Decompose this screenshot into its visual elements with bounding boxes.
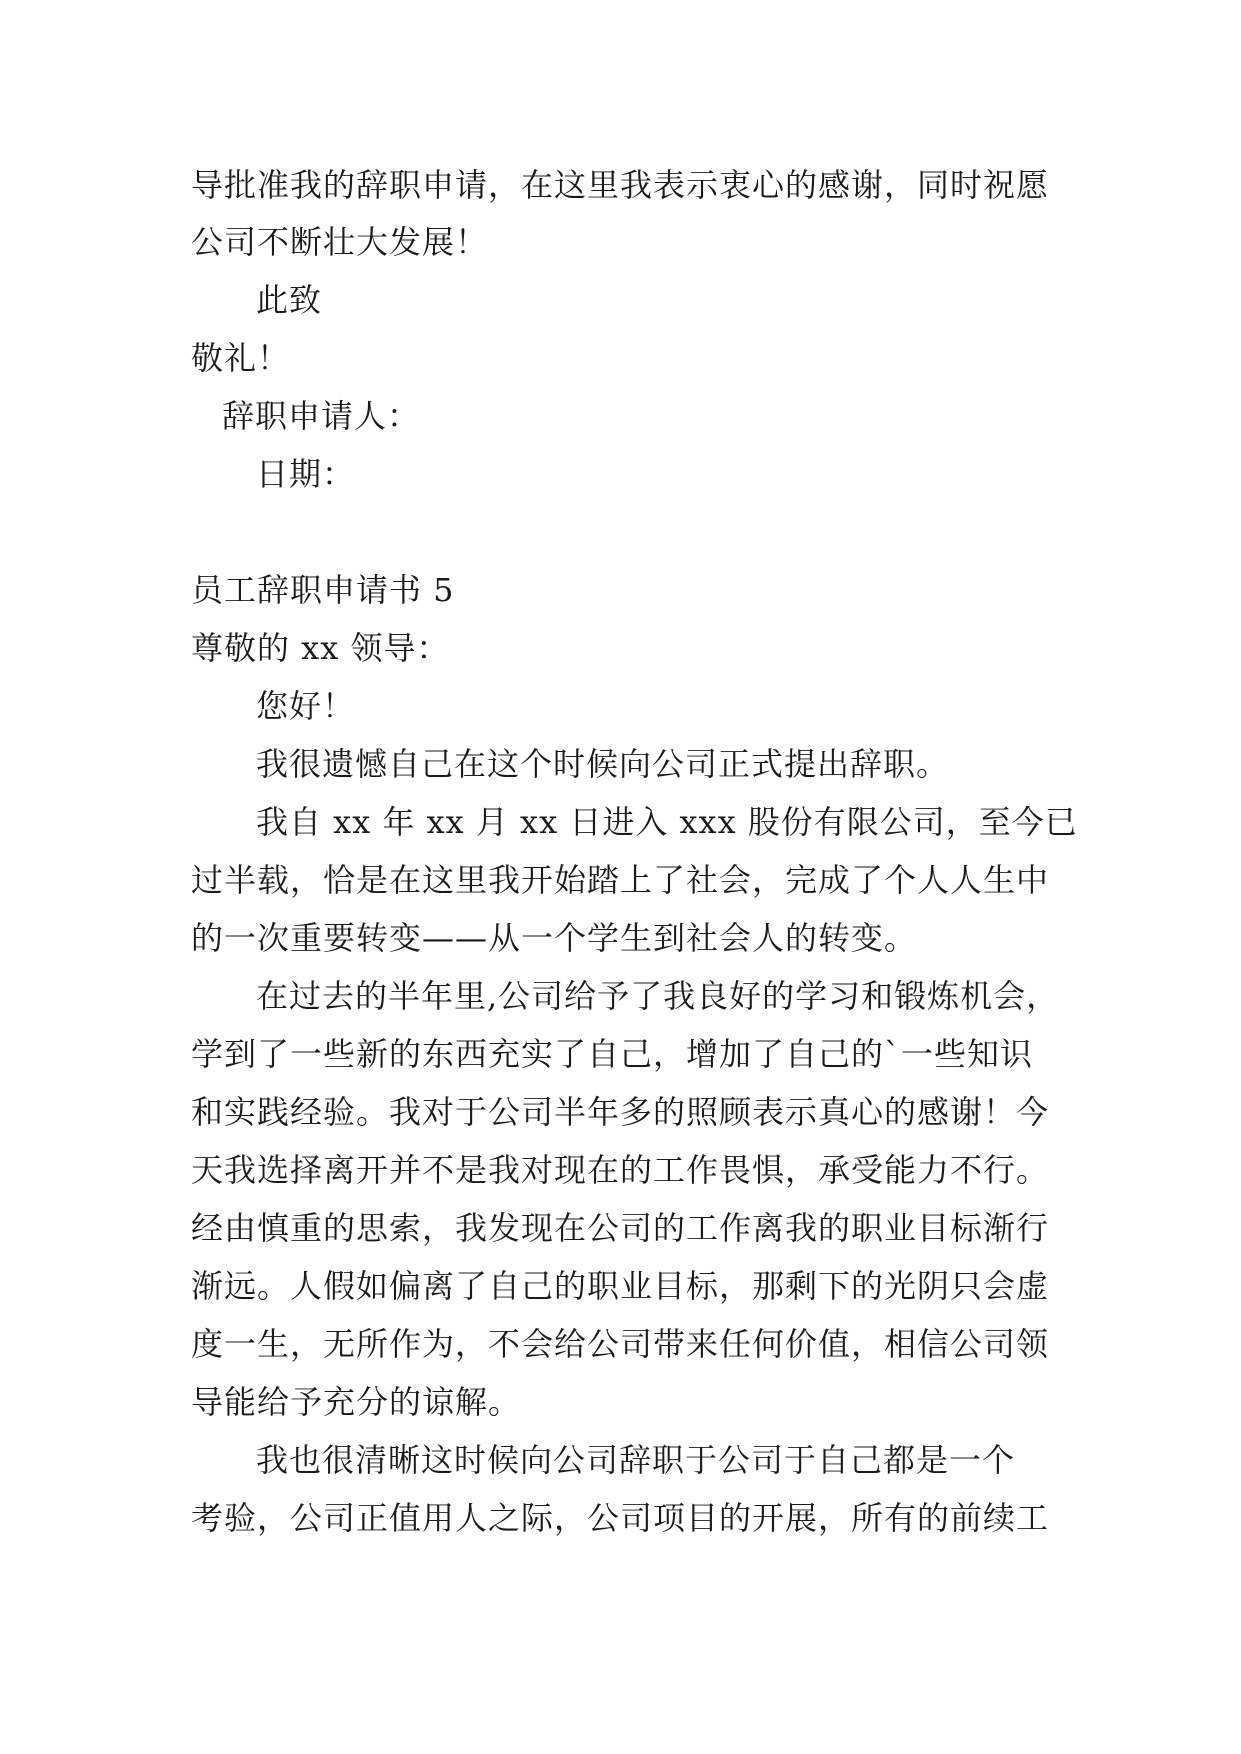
text-line: 天我选择离开并不是我对现在的工作畏惧，承受能力不行。 bbox=[191, 1151, 1050, 1189]
text-line: 在过去的半年里,公司给予了我良好的学习和锻炼机会， bbox=[256, 977, 1060, 1015]
closing-phrase: 此致 bbox=[256, 281, 323, 319]
text-line: 过半载，恰是在这里我开始踏上了社会，完成了个人人生中 bbox=[191, 861, 1050, 899]
text-line: 经由慎重的思索，我发现在公司的工作离我的职业目标渐行 bbox=[191, 1209, 1050, 1247]
text-line: 和实践经验。我对于公司半年多的照顾表示真心的感谢！今 bbox=[191, 1093, 1050, 1131]
text-line: 考验，公司正值用人之际，公司项目的开展，所有的前续工 bbox=[191, 1499, 1050, 1537]
text-line: 我自 xx 年 xx 月 xx 日进入 xxx 股份有限公司，至今已 bbox=[256, 803, 1078, 841]
text-line: 学到了一些新的东西充实了自己，增加了自己的`一些知识 bbox=[191, 1035, 1034, 1073]
closing-salutation: 敬礼！ bbox=[191, 339, 291, 377]
signature-label: 辞职申请人： bbox=[222, 397, 421, 435]
text-line: 公司不断壮大发展！ bbox=[191, 223, 489, 261]
text-line: 渐远。人假如偏离了自己的职业目标，那剩下的光阴只会虚 bbox=[191, 1267, 1050, 1305]
text-line: 我很遗憾自己在这个时候向公司正式提出辞职。 bbox=[256, 745, 950, 783]
greeting: 您好！ bbox=[256, 687, 356, 725]
text-line: 度一生，无所作为，不会给公司带来任何价值，相信公司领 bbox=[191, 1325, 1050, 1363]
text-line: 的一次重要转变——从一个学生到社会人的转变。 bbox=[191, 919, 918, 957]
salutation: 尊敬的 xx 领导： bbox=[191, 629, 450, 667]
text-line: 我也很清晰这时候向公司辞职于公司于自己都是一个 bbox=[256, 1441, 1016, 1479]
date-label: 日期： bbox=[256, 455, 356, 493]
text-line: 导批准我的辞职申请，在这里我表示衷心的感谢，同时祝愿 bbox=[191, 166, 1050, 204]
section-title: 员工辞职申请书 5 bbox=[191, 571, 455, 609]
text-line: 导能给予充分的谅解。 bbox=[191, 1383, 522, 1421]
